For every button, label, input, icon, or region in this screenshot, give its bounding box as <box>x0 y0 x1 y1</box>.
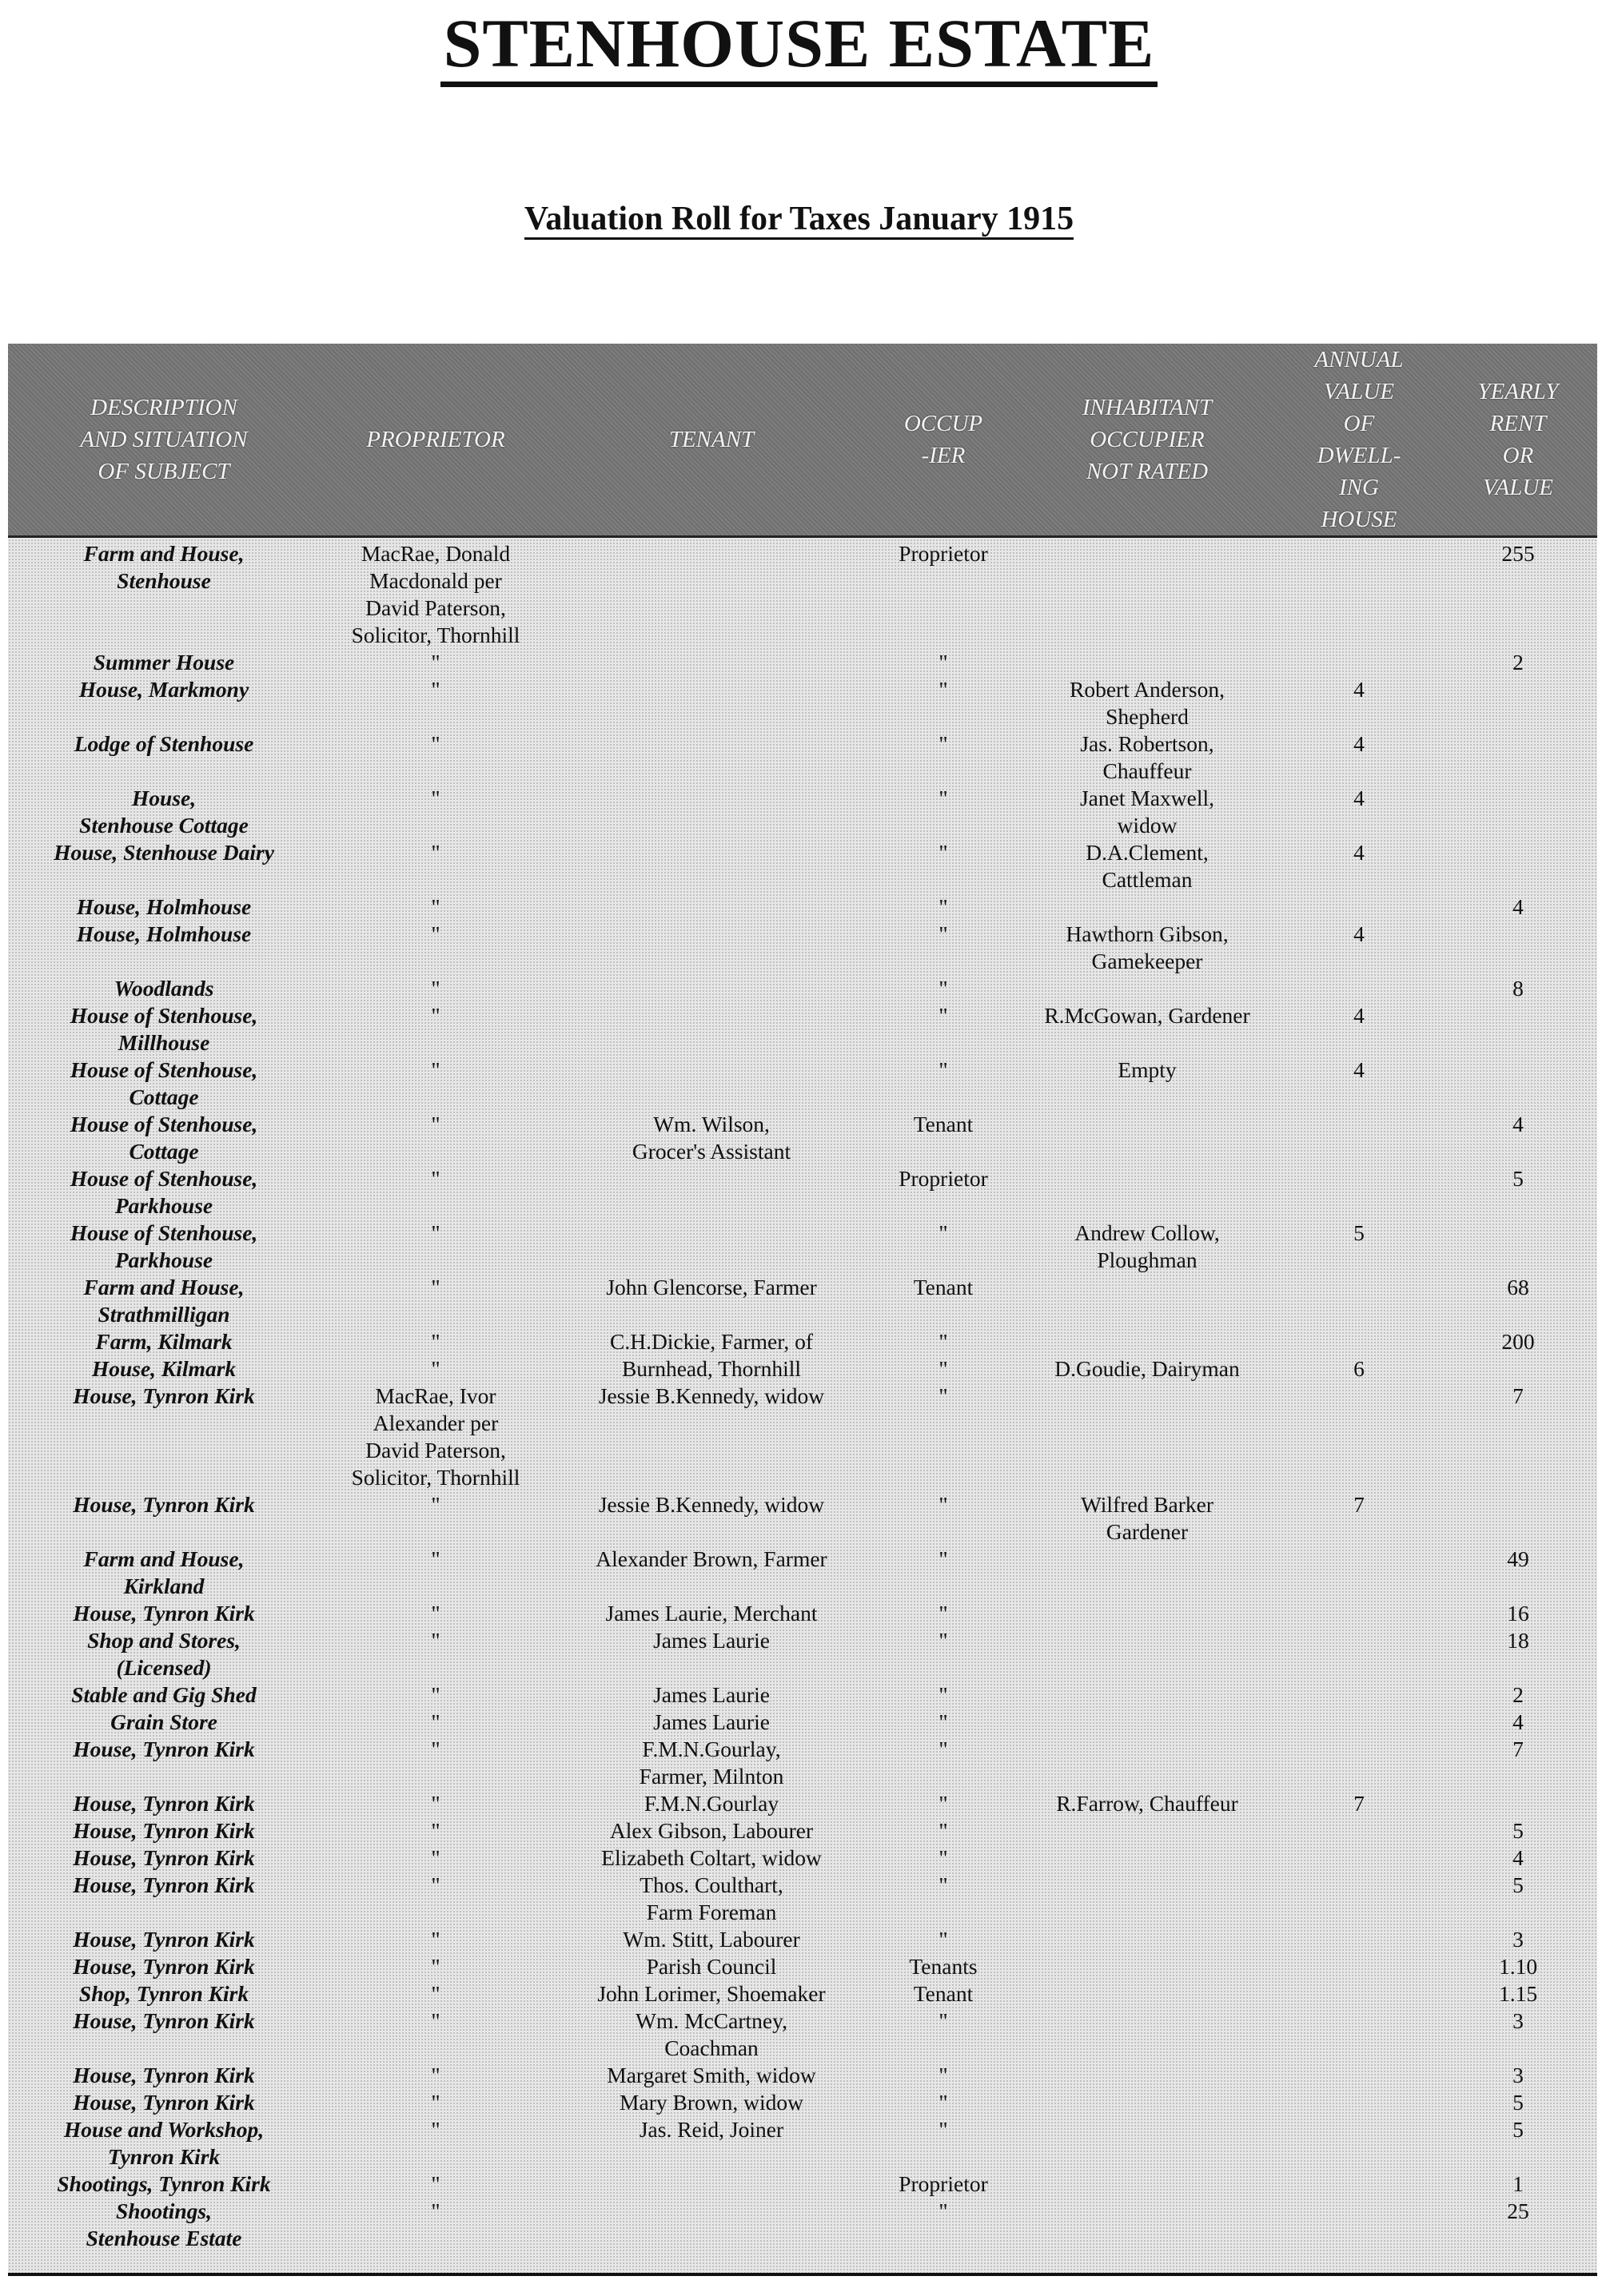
cell-yearly-rent: 2 <box>1512 1682 1524 1707</box>
cell-proprietor: " <box>431 2171 440 2196</box>
cell-proprietor: " <box>431 677 440 702</box>
cell-tenant: Margaret Smith, widow <box>607 2063 816 2087</box>
cell-proprietor: " <box>431 1166 440 1191</box>
table-row <box>8 676 1597 730</box>
cell-occupier: " <box>938 2008 948 2033</box>
cell-yearly-rent: 2 <box>1512 650 1524 674</box>
cell-occupier: " <box>938 840 948 865</box>
cell-occupier: " <box>938 1628 948 1653</box>
cell-proprietor: " <box>431 2008 440 2033</box>
table-row <box>8 1165 1597 1220</box>
cell-description: House of Stenhouse, Cottage <box>70 1112 258 1164</box>
cell-proprietor: " <box>431 1737 440 1761</box>
cell-yearly-rent: 5 <box>1512 2090 1524 2115</box>
cell-yearly-rent: 3 <box>1512 2063 1524 2087</box>
cell-description: Summer House <box>93 650 235 674</box>
cell-description: House of Stenhouse, Millhouse <box>70 1003 258 1055</box>
cell-occupier: " <box>938 1383 948 1408</box>
cell-description: House of Stenhouse, Parkhouse <box>70 1220 258 1272</box>
cell-yearly-rent: 4 <box>1512 1112 1524 1136</box>
table-row <box>8 1274 1597 1328</box>
cell-occupier: " <box>938 2117 948 2142</box>
cell-yearly-rent: 1.15 <box>1498 1981 1538 2006</box>
cell-tenant: James Laurie, Merchant <box>605 1601 818 1626</box>
cell-tenant: F.M.N.Gourlay, Farmer, Milnton <box>639 1737 784 1789</box>
cell-annual-value: 4 <box>1353 1057 1365 1082</box>
cell-yearly-rent: 7 <box>1512 1737 1524 1761</box>
cell-tenant: John Glencorse, Farmer <box>606 1275 817 1299</box>
table-row <box>8 893 1597 921</box>
table-row <box>8 975 1597 1002</box>
table-row <box>8 2198 1597 2252</box>
cell-occupier: " <box>938 2063 948 2087</box>
cell-proprietor: " <box>431 1872 440 1897</box>
cell-description: House, Kilmark <box>91 1356 237 1381</box>
table-row <box>8 785 1597 839</box>
cell-occupier: " <box>938 1601 948 1626</box>
cell-proprietor: " <box>431 1112 440 1136</box>
cell-occupier: Tenant <box>913 1275 974 1299</box>
cell-description: House, Tynron Kirk <box>73 2090 255 2115</box>
table-row <box>8 1681 1597 1709</box>
cell-description: Farm and House, Stenhouse <box>83 541 245 593</box>
cell-proprietor: " <box>431 650 440 674</box>
cell-yearly-rent: 3 <box>1512 1927 1524 1952</box>
cell-occupier: Tenant <box>913 1112 974 1136</box>
cell-inhabitant: Jas. Robertson, Chauffeur <box>1080 731 1214 783</box>
cell-tenant: Alex Gibson, Labourer <box>609 1818 814 1843</box>
cell-description: Shop and Stores, (Licensed) <box>87 1628 241 1680</box>
cell-proprietor: " <box>431 2090 440 2115</box>
table-row <box>8 2116 1597 2171</box>
cell-tenant: Parish Council <box>646 1954 777 1979</box>
cell-description: House, Tynron Kirk <box>73 1954 255 1979</box>
document-subtitle <box>0 198 1598 240</box>
cell-description: House of Stenhouse, Parkhouse <box>70 1166 258 1218</box>
cell-proprietor: " <box>431 1601 440 1626</box>
cell-yearly-rent: 4 <box>1512 894 1524 919</box>
table-row <box>8 921 1597 975</box>
cell-proprietor: " <box>431 786 440 810</box>
cell-occupier: " <box>938 976 948 1001</box>
cell-annual-value: 7 <box>1353 1492 1365 1517</box>
cell-description: House, Tynron Kirk <box>73 1383 255 1408</box>
cell-proprietor: " <box>431 1628 440 1653</box>
cell-description: House, Markmony <box>78 677 249 702</box>
valuation-roll-table <box>8 344 1597 2276</box>
cell-occupier: " <box>938 1927 948 1952</box>
table-row <box>8 1220 1597 1274</box>
cell-description: House, Tynron Kirk <box>73 2063 255 2087</box>
cell-proprietor: " <box>431 1492 440 1517</box>
cell-description: Farm and House, Kirkland <box>83 1546 245 1598</box>
cell-description: Grain Store <box>110 1709 217 1734</box>
cell-proprietor: " <box>431 2117 440 2142</box>
cell-inhabitant: Janet Maxwell, widow <box>1079 786 1214 838</box>
cell-description: Woodlands <box>114 976 214 1001</box>
table-row <box>8 730 1597 785</box>
cell-proprietor: " <box>431 1220 440 1245</box>
cell-yearly-rent: 5 <box>1512 2117 1524 2142</box>
cell-description: House, Tynron Kirk <box>73 1791 255 1816</box>
cell-occupier: " <box>938 731 948 756</box>
cell-occupier: " <box>938 1737 948 1761</box>
cell-proprietor: " <box>431 2063 440 2087</box>
table-row <box>8 1953 1597 1980</box>
cell-description: Shop, Tynron Kirk <box>78 1981 249 2006</box>
cell-annual-value: 5 <box>1353 1220 1365 1245</box>
header-occupier: OCCUP -IER <box>903 411 983 468</box>
cell-annual-value: 4 <box>1353 921 1365 946</box>
cell-yearly-rent: 3 <box>1512 2008 1524 2033</box>
cell-proprietor: " <box>431 1546 440 1571</box>
cell-yearly-rent: 7 <box>1512 1383 1524 1408</box>
table-row <box>8 1872 1597 1926</box>
cell-proprietor: " <box>431 894 440 919</box>
cell-yearly-rent: 200 <box>1501 1329 1535 1354</box>
cell-occupier: Proprietor <box>899 2171 988 2196</box>
cell-occupier: " <box>938 1872 948 1897</box>
cell-proprietor: " <box>431 1927 440 1952</box>
cell-description: House, Tynron Kirk <box>73 2008 255 2033</box>
cell-yearly-rent: 25 <box>1507 2199 1529 2223</box>
cell-tenant: John Lorimer, Shoemaker <box>597 1981 826 2006</box>
table-row <box>8 1002 1597 1056</box>
cell-tenant: Wm. Wilson, Grocer's Assistant <box>632 1112 791 1164</box>
cell-inhabitant: D.A.Clement, Cattleman <box>1086 840 1209 892</box>
cell-annual-value: 7 <box>1353 1791 1365 1816</box>
cell-tenant: Mary Brown, widow <box>620 2090 803 2115</box>
cell-proprietor: " <box>431 1791 440 1816</box>
cell-occupier: " <box>938 2199 948 2223</box>
cell-occupier: " <box>938 1003 948 1028</box>
header-inhabitant: INHABITANT OCCUPIER NOT RATED <box>1082 395 1213 484</box>
cell-yearly-rent: 4 <box>1512 1845 1524 1870</box>
cell-description: Shootings, Tynron Kirk <box>57 2171 271 2196</box>
cell-occupier: Tenant <box>913 1981 974 2006</box>
cell-annual-value: 4 <box>1353 1003 1365 1028</box>
cell-tenant: Alexander Brown, Farmer <box>596 1546 827 1571</box>
cell-description: House, Tynron Kirk <box>73 1601 255 1626</box>
document-title <box>0 3 1598 83</box>
cell-proprietor: " <box>431 1003 440 1028</box>
table-row <box>8 2062 1597 2089</box>
cell-proprietor: " <box>431 2199 440 2223</box>
table-row <box>8 1111 1597 1165</box>
table-row <box>8 1926 1597 1953</box>
table-row <box>8 2089 1597 2116</box>
cell-yearly-rent: 5 <box>1512 1166 1524 1191</box>
cell-yearly-rent: 68 <box>1507 1275 1529 1299</box>
cell-tenant: Wm. McCartney, Coachman <box>636 2008 787 2060</box>
cell-tenant: Elizabeth Coltart, widow <box>601 1845 822 1870</box>
table-row <box>8 1790 1597 1817</box>
header-tenant: TENANT <box>668 427 755 452</box>
table-row <box>8 1491 1597 1546</box>
cell-occupier: " <box>938 1546 948 1571</box>
cell-tenant: James Laurie <box>653 1628 770 1653</box>
cell-description: House, Holmhouse <box>76 921 252 946</box>
cell-proprietor: " <box>431 1981 440 2006</box>
cell-inhabitant: R.McGowan, Gardener <box>1044 1003 1250 1028</box>
header-annual-value: ANNUAL VALUE OF DWELL- ING HOUSE <box>1314 347 1404 532</box>
cell-proprietor: MacRae, Ivor Alexander per David Paterson, Solicitor, Thornhill <box>351 1383 520 1490</box>
cell-occupier: Tenants <box>909 1954 978 1979</box>
cell-tenant: Burnhead, Thornhill <box>621 1356 802 1381</box>
cell-yearly-rent: 5 <box>1512 1872 1524 1897</box>
cell-proprietor: " <box>431 1356 440 1381</box>
cell-inhabitant: Andrew Collow, Ploughman <box>1074 1220 1220 1272</box>
document-subtitle-text: Valuation Roll for Taxes January 1915 <box>524 201 1074 240</box>
cell-annual-value: 4 <box>1353 731 1365 756</box>
cell-tenant: F.M.N.Gourlay <box>644 1791 779 1816</box>
cell-yearly-rent: 255 <box>1501 541 1535 566</box>
cell-inhabitant: Hawthorn Gibson, Gamekeeper <box>1066 921 1229 973</box>
table-row <box>8 1355 1597 1383</box>
cell-tenant: Wm. Stitt, Labourer <box>623 1927 800 1952</box>
cell-occupier: " <box>938 650 948 674</box>
cell-description: House of Stenhouse, Cottage <box>70 1057 258 1109</box>
cell-occupier: " <box>938 1682 948 1707</box>
cell-description: House, Stenhouse Dairy <box>54 840 274 865</box>
cell-tenant: James Laurie <box>653 1709 770 1734</box>
table-row <box>8 540 1597 649</box>
table-row <box>8 1709 1597 1736</box>
cell-description: Farm, Kilmark <box>95 1329 233 1354</box>
table-row <box>8 1980 1597 2008</box>
cell-yearly-rent: 8 <box>1512 976 1524 1001</box>
header-description: DESCRIPTION AND SITUATION OF SUBJECT <box>80 395 248 484</box>
cell-proprietor: MacRae, Donald Macdonald per David Paterson, Solicitor, Thornhill <box>351 541 520 647</box>
cell-inhabitant: Robert Anderson, Shepherd <box>1069 677 1225 729</box>
cell-annual-value: 4 <box>1353 786 1365 810</box>
table-row <box>8 2008 1597 2062</box>
table-row <box>8 2171 1597 2198</box>
cell-description: House, Tynron Kirk <box>73 1845 255 1870</box>
cell-proprietor: " <box>431 921 440 946</box>
table-row <box>8 649 1597 676</box>
cell-occupier: " <box>938 894 948 919</box>
cell-occupier: " <box>938 2090 948 2115</box>
header-yearly-rent: YEARLY RENT OR VALUE <box>1477 379 1559 500</box>
cell-yearly-rent: 1.10 <box>1498 1954 1538 1979</box>
cell-proprietor: " <box>431 1954 440 1979</box>
cell-tenant: Jessie B.Kennedy, widow <box>598 1383 825 1408</box>
table-row <box>8 1844 1597 1872</box>
cell-tenant: James Laurie <box>653 1682 770 1707</box>
cell-occupier: " <box>938 921 948 946</box>
cell-occupier: " <box>938 1791 948 1816</box>
table-header <box>8 344 1597 538</box>
cell-proprietor: " <box>431 1682 440 1707</box>
cell-occupier: " <box>938 1709 948 1734</box>
cell-occupier: " <box>938 1818 948 1843</box>
cell-annual-value: 4 <box>1353 677 1365 702</box>
cell-tenant: Thos. Coulthart, Farm Foreman <box>640 1872 783 1924</box>
cell-yearly-rent: 4 <box>1512 1709 1524 1734</box>
table-row <box>8 1328 1597 1355</box>
cell-inhabitant: D.Goudie, Dairyman <box>1054 1356 1240 1381</box>
table-row <box>8 1736 1597 1790</box>
cell-annual-value: 6 <box>1353 1356 1365 1381</box>
table-row <box>8 1056 1597 1111</box>
cell-inhabitant: Empty <box>1118 1057 1177 1082</box>
table-row <box>8 1383 1597 1491</box>
cell-description: Shootings, Stenhouse Estate <box>86 2199 242 2250</box>
table-body <box>8 540 1597 2252</box>
cell-description: House, Tynron Kirk <box>73 1492 255 1517</box>
cell-yearly-rent: 16 <box>1507 1601 1529 1626</box>
cell-proprietor: " <box>431 976 440 1001</box>
cell-description: House and Workshop, Tynron Kirk <box>63 2117 265 2169</box>
cell-annual-value: 4 <box>1353 840 1365 865</box>
cell-occupier: Proprietor <box>899 1166 988 1191</box>
cell-proprietor: " <box>431 1845 440 1870</box>
cell-occupier: " <box>938 1220 948 1245</box>
cell-occupier: " <box>938 1845 948 1870</box>
cell-description: House, Stenhouse Cottage <box>79 786 249 838</box>
cell-occupier: " <box>938 1356 948 1381</box>
cell-proprietor: " <box>431 1709 440 1734</box>
cell-yearly-rent: 5 <box>1512 1818 1524 1843</box>
cell-tenant: Jas. Reid, Joiner <box>639 2117 784 2142</box>
cell-yearly-rent: 49 <box>1507 1546 1529 1571</box>
cell-description: Stable and Gig Shed <box>71 1682 257 1707</box>
bottom-rule <box>8 2273 1597 2276</box>
cell-description: Lodge of Stenhouse <box>74 731 254 756</box>
table-row <box>8 1627 1597 1681</box>
cell-tenant: C.H.Dickie, Farmer, of <box>610 1329 813 1354</box>
cell-proprietor: " <box>431 1057 440 1082</box>
table-row <box>8 839 1597 893</box>
cell-yearly-rent: 1 <box>1512 2171 1524 2196</box>
table-row <box>8 1600 1597 1627</box>
cell-description: Farm and House, Strathmilligan <box>83 1275 245 1327</box>
cell-inhabitant: Wilfred Barker Gardener <box>1080 1492 1214 1544</box>
cell-proprietor: " <box>431 1275 440 1299</box>
cell-occupier: " <box>938 677 948 702</box>
cell-description: House, Tynron Kirk <box>73 1872 255 1897</box>
cell-occupier: Proprietor <box>899 541 988 566</box>
cell-occupier: " <box>938 1329 948 1354</box>
cell-description: House, Tynron Kirk <box>73 1737 255 1761</box>
header-proprietor: PROPRIETOR <box>366 427 505 452</box>
cell-description: House, Holmhouse <box>76 894 252 919</box>
cell-occupier: " <box>938 786 948 810</box>
cell-proprietor: " <box>431 1329 440 1354</box>
cell-tenant: Jessie B.Kennedy, widow <box>598 1492 825 1517</box>
table-row <box>8 1546 1597 1600</box>
cell-inhabitant: R.Farrow, Chauffeur <box>1056 1791 1238 1816</box>
cell-description: House, Tynron Kirk <box>73 1927 255 1952</box>
cell-occupier: " <box>938 1492 948 1517</box>
table-row <box>8 1817 1597 1844</box>
cell-proprietor: " <box>431 731 440 756</box>
cell-description: House, Tynron Kirk <box>73 1818 255 1843</box>
cell-proprietor: " <box>431 840 440 865</box>
document-title-text: STENHOUSE ESTATE <box>440 5 1158 87</box>
cell-proprietor: " <box>431 1818 440 1843</box>
cell-yearly-rent: 18 <box>1507 1628 1529 1653</box>
cell-occupier: " <box>938 1057 948 1082</box>
